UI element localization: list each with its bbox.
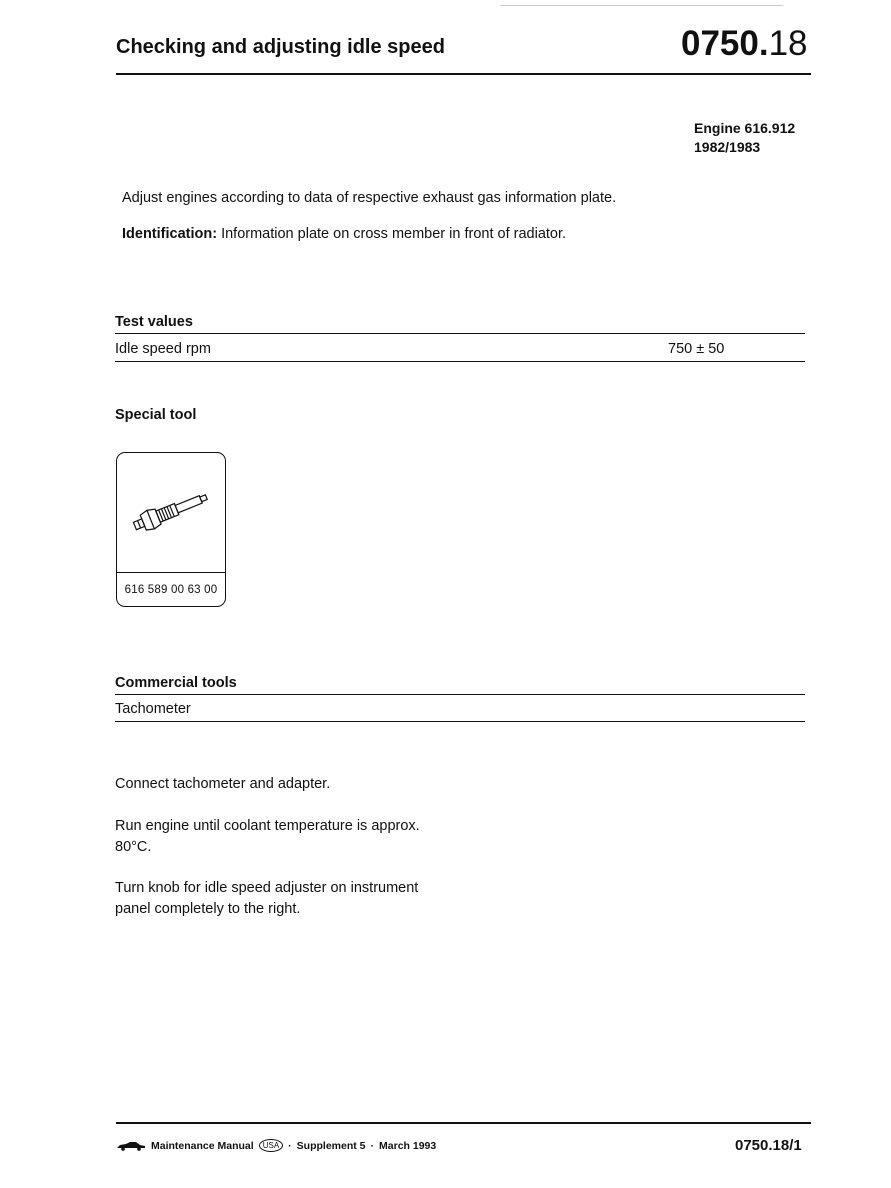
step-run-engine: Run engine until coolant temperature is approx. 80°C. bbox=[115, 818, 420, 855]
footer-supplement: Supplement 5 bbox=[296, 1139, 366, 1152]
commercial-tools-rule-bottom bbox=[115, 721, 805, 722]
section-code bbox=[681, 24, 808, 64]
engine-model: Engine 616.912 bbox=[694, 120, 796, 136]
tool-card-divider bbox=[117, 572, 225, 573]
footer-manual: Maintenance Manual bbox=[151, 1139, 254, 1152]
header-rule bbox=[116, 73, 811, 75]
top-faint-rule bbox=[500, 5, 783, 6]
commercial-tool-item: Tachometer bbox=[115, 701, 191, 717]
identification-label: Identification: bbox=[122, 226, 218, 242]
commercial-tools-rule-top bbox=[115, 694, 805, 695]
page-title: Checking and adjusting idle speed bbox=[116, 36, 445, 58]
footer-rule bbox=[116, 1122, 811, 1124]
footer bbox=[116, 1139, 436, 1152]
test-values-rule-bottom bbox=[115, 361, 805, 362]
test-value-value: 750 ± 50 bbox=[668, 341, 725, 357]
special-tool-title: Special tool bbox=[115, 407, 197, 423]
commercial-tools-title: Commercial tools bbox=[115, 675, 237, 691]
tool-part-number: 616 589 00 63 00 bbox=[124, 584, 218, 596]
section-code-main: 0750. bbox=[681, 24, 769, 63]
section-code-sub: 18 bbox=[768, 24, 808, 63]
engine-years: 1982/1983 bbox=[694, 139, 761, 155]
test-value-label: Idle speed rpm bbox=[115, 341, 211, 357]
step-turn-knob: Turn knob for idle speed adjuster on instrument panel completely to the right. bbox=[115, 880, 419, 917]
test-values-rule-top bbox=[115, 333, 805, 334]
test-values-title: Test values bbox=[115, 314, 193, 330]
special-tool-card bbox=[116, 452, 226, 607]
footer-region-badge: USA bbox=[259, 1139, 283, 1152]
footer-page-code: 0750.18/1 bbox=[735, 1137, 802, 1154]
footer-date: March 1993 bbox=[379, 1139, 437, 1152]
identification bbox=[122, 224, 566, 245]
car-logo-icon bbox=[116, 1141, 146, 1151]
step-connect: Connect tachometer and adapter. bbox=[115, 776, 331, 792]
tool-adapter-icon bbox=[127, 481, 217, 541]
footer-separator: · bbox=[288, 1139, 292, 1152]
identification-text: Information plate on cross member in front of radiator. bbox=[217, 226, 567, 242]
footer-separator: · bbox=[370, 1139, 375, 1152]
intro-text: Adjust engines according to data of respective exhaust gas information plate. bbox=[122, 190, 617, 206]
engine-info bbox=[694, 119, 795, 157]
